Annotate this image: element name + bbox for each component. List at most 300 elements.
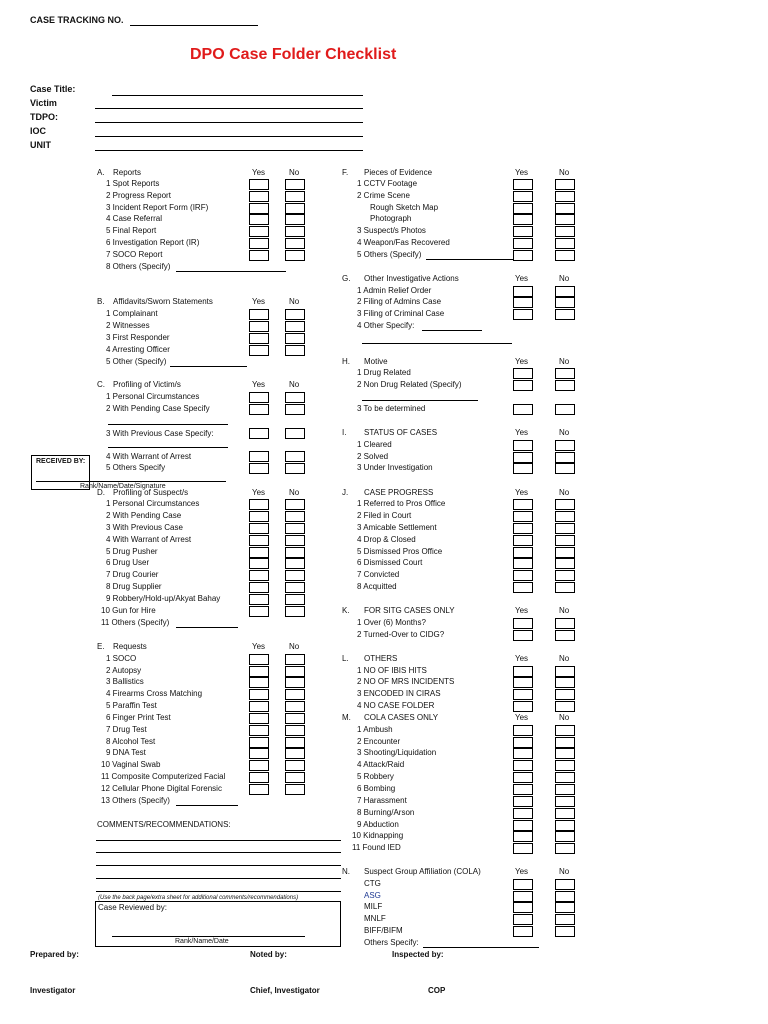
section-f-no-checkbox-5[interactable] — [555, 226, 575, 237]
section-e-title: Requests — [113, 642, 147, 651]
section-e-yes-checkbox-8[interactable] — [249, 737, 269, 748]
section-e-item-7: 7 Drug Test — [106, 725, 147, 734]
section-d-yes-checkbox-5[interactable] — [249, 547, 269, 558]
section-i-no-checkbox-3[interactable] — [555, 463, 575, 474]
section-j-yes-checkbox-2[interactable] — [513, 511, 533, 522]
section-j-yes-checkbox-8[interactable] — [513, 582, 533, 593]
section-f-item-1: 1 CCTV Footage — [357, 179, 418, 188]
section-b-yes-checkbox-3[interactable] — [249, 333, 269, 344]
section-c-yes-header: Yes — [252, 380, 266, 389]
section-n-yes-checkbox-4[interactable] — [513, 914, 533, 925]
comments-line-4[interactable] — [96, 878, 341, 879]
section-i-yes-checkbox-3[interactable] — [513, 463, 533, 474]
section-d-yes-checkbox-4[interactable] — [249, 535, 269, 546]
section-k-yes-checkbox-1[interactable] — [513, 618, 533, 629]
section-c-pending-field[interactable] — [108, 424, 228, 425]
section-d-yes-checkbox-9[interactable] — [249, 594, 269, 605]
section-j-yes-checkbox-7[interactable] — [513, 570, 533, 581]
section-a-yes-header: Yes — [252, 168, 266, 177]
section-n-no-checkbox-1[interactable] — [555, 879, 575, 890]
section-a-no-checkbox-2[interactable] — [285, 191, 305, 202]
section-b-item-5: 5 Other (Specify) — [106, 357, 167, 366]
section-e-yes-checkbox-4[interactable] — [249, 689, 269, 700]
section-m-no-checkbox-4[interactable] — [555, 760, 575, 771]
section-j-no-checkbox-1[interactable] — [555, 499, 575, 510]
section-g-specify-field-2[interactable] — [362, 343, 512, 344]
case-reviewed-caption: Rank/Name/Date — [175, 938, 229, 945]
section-b-yes-checkbox-4[interactable] — [249, 345, 269, 356]
section-k-item-1: 1 Over (6) Months? — [357, 618, 426, 627]
section-e-yes-checkbox-12[interactable] — [249, 784, 269, 795]
section-k-no-checkbox-1[interactable] — [555, 618, 575, 629]
section-a-yes-checkbox-7[interactable] — [249, 250, 269, 261]
section-f-no-checkbox-7[interactable] — [555, 250, 575, 261]
section-g-no-checkbox-1[interactable] — [555, 286, 575, 297]
section-e-no-checkbox-4[interactable] — [285, 689, 305, 700]
section-a-item-2: 2 Progress Report — [106, 191, 171, 200]
section-j-item-7: 7 Convicted — [357, 570, 400, 579]
section-f-item-6: 4 Weapon/Fas Recovered — [357, 238, 450, 247]
section-l-yes-checkbox-2[interactable] — [513, 677, 533, 688]
section-d-yes-checkbox-8[interactable] — [249, 582, 269, 593]
section-j-item-5: 5 Dismissed Pros Office — [357, 547, 443, 556]
section-n-yes-checkbox-3[interactable] — [513, 902, 533, 913]
section-m-item-2: 2 Encounter — [357, 737, 401, 746]
section-b-letter: B. — [97, 297, 105, 306]
section-f-no-checkbox-3[interactable] — [555, 203, 575, 214]
section-g-yes-checkbox-1[interactable] — [513, 286, 533, 297]
section-m-item-10: 10 Kidnapping — [352, 831, 404, 840]
unit-label: UNIT — [30, 140, 51, 150]
section-f-yes-checkbox-7[interactable] — [513, 250, 533, 261]
section-l-no-header: No — [559, 654, 570, 663]
section-e-no-checkbox-3[interactable] — [285, 677, 305, 688]
section-n-title: Suspect Group Affiliation (COLA) — [364, 867, 481, 876]
section-j-no-checkbox-6[interactable] — [555, 558, 575, 569]
section-b-no-checkbox-1[interactable] — [285, 309, 305, 320]
section-j-no-header: No — [559, 488, 570, 497]
section-e-item-13: 13 Others (Specify) — [101, 796, 170, 805]
section-n-specify-field[interactable] — [423, 947, 539, 948]
section-a-item-8: 8 Others (Specify) — [106, 262, 171, 271]
section-e-no-checkbox-8[interactable] — [285, 737, 305, 748]
investigator-label: Investigator — [30, 986, 76, 995]
section-e-item-10: 10 Vaginal Swab — [101, 760, 161, 769]
section-d-item-10: 10 Gun for Hire — [101, 606, 156, 615]
section-k-yes-checkbox-2[interactable] — [513, 630, 533, 641]
chief-investigator-label: Chief, Investigator — [250, 986, 320, 995]
section-f-no-header: No — [559, 168, 570, 177]
section-m-yes-checkbox-8[interactable] — [513, 808, 533, 819]
section-h-no-checkbox-3[interactable] — [555, 404, 575, 415]
comments-line-5[interactable] — [96, 891, 341, 892]
section-d-yes-checkbox-2[interactable] — [249, 511, 269, 522]
section-j-no-checkbox-8[interactable] — [555, 582, 575, 593]
section-m-item-9: 9 Abduction — [357, 820, 399, 829]
section-d-item-6: 6 Drug User — [106, 558, 150, 567]
tracking-number-field[interactable] — [130, 25, 258, 26]
section-l-title: OTHERS — [364, 654, 398, 663]
section-h-title: Motive — [364, 357, 388, 366]
section-m-item-7: 7 Harassment — [357, 796, 407, 805]
received-by-field[interactable] — [36, 481, 226, 482]
section-j-no-checkbox-4[interactable] — [555, 535, 575, 546]
section-j-item-3: 3 Amicable Settlement — [357, 523, 437, 532]
section-l-no-checkbox-2[interactable] — [555, 677, 575, 688]
section-e-yes-header: Yes — [252, 642, 266, 651]
section-d-yes-checkbox-1[interactable] — [249, 499, 269, 510]
section-a-yes-checkbox-4[interactable] — [249, 214, 269, 225]
received-by-label: RECEIVED BY: — [36, 458, 86, 465]
section-e-yes-checkbox-11[interactable] — [249, 772, 269, 783]
section-n-item-biff: BIFF/BIFM — [364, 926, 403, 935]
section-j-yes-checkbox-1[interactable] — [513, 499, 533, 510]
section-g-item-3: 3 Filing of Criminal Case — [357, 309, 445, 318]
section-f-yes-checkbox-3[interactable] — [513, 203, 533, 214]
section-f-yes-checkbox-5[interactable] — [513, 226, 533, 237]
comments-line-2[interactable] — [96, 852, 341, 853]
section-c-no-checkbox-5[interactable] — [285, 463, 305, 474]
section-h-item-3: 3 To be determined — [357, 404, 426, 413]
section-e-item-3: 3 Ballistics — [106, 677, 144, 686]
section-n-no-checkbox-4[interactable] — [555, 914, 575, 925]
section-n-yes-checkbox-5[interactable] — [513, 926, 533, 937]
section-f-item-2: 2 Crime Scene — [357, 191, 410, 200]
section-n-item-mnlf: MNLF — [364, 914, 386, 923]
section-j-yes-checkbox-3[interactable] — [513, 523, 533, 534]
section-m-no-checkbox-11[interactable] — [555, 843, 575, 854]
section-g-item-1: 1 Admin Relief Order — [357, 286, 432, 295]
section-m-no-checkbox-10[interactable] — [555, 831, 575, 842]
section-l-no-checkbox-3[interactable] — [555, 689, 575, 700]
section-b-no-checkbox-4[interactable] — [285, 345, 305, 356]
section-m-yes-checkbox-2[interactable] — [513, 737, 533, 748]
section-d-item-7: 7 Drug Courier — [106, 570, 159, 579]
section-l-yes-header: Yes — [515, 654, 529, 663]
section-j-no-checkbox-5[interactable] — [555, 547, 575, 558]
section-m-yes-checkbox-1[interactable] — [513, 725, 533, 736]
section-b-item-2: 2 Witnesses — [106, 321, 150, 330]
section-h-yes-checkbox-1[interactable] — [513, 368, 533, 379]
section-g-no-checkbox-3[interactable] — [555, 309, 575, 320]
section-e-yes-checkbox-5[interactable] — [249, 701, 269, 712]
noted-by-label: Noted by: — [250, 950, 287, 959]
section-e-yes-checkbox-1[interactable] — [249, 654, 269, 665]
section-k-title: FOR SITG CASES ONLY — [364, 606, 455, 615]
section-l-yes-checkbox-1[interactable] — [513, 666, 533, 677]
section-i-no-header: No — [559, 428, 570, 437]
section-g-letter: G. — [342, 274, 351, 283]
section-e-no-checkbox-1[interactable] — [285, 654, 305, 665]
section-n-item-others: Others Specify: — [364, 938, 419, 947]
section-d-yes-checkbox-7[interactable] — [249, 570, 269, 581]
section-d-specify-field[interactable] — [176, 627, 238, 628]
inspected-by-label: Inspected by: — [392, 950, 444, 959]
section-j-no-checkbox-7[interactable] — [555, 570, 575, 581]
section-d-yes-checkbox-6[interactable] — [249, 558, 269, 569]
section-m-yes-header: Yes — [515, 713, 529, 722]
section-m-yes-checkbox-11[interactable] — [513, 843, 533, 854]
comments-line-3[interactable] — [96, 865, 341, 866]
section-a-item-7: 7 SOCO Report — [106, 250, 163, 259]
section-d-no-checkbox-9[interactable] — [285, 594, 305, 605]
section-j-title: CASE PROGRESS — [364, 488, 434, 497]
section-e-no-checkbox-5[interactable] — [285, 701, 305, 712]
section-m-yes-checkbox-6[interactable] — [513, 784, 533, 795]
section-b-no-checkbox-3[interactable] — [285, 333, 305, 344]
section-c-yes-checkbox-2[interactable] — [249, 404, 269, 415]
section-h-yes-header: Yes — [515, 357, 529, 366]
section-e-yes-checkbox-6[interactable] — [249, 713, 269, 724]
section-c-previous-field[interactable] — [108, 447, 228, 448]
section-c-no-checkbox-3[interactable] — [285, 428, 305, 439]
section-i-yes-header: Yes — [515, 428, 529, 437]
section-e-yes-checkbox-7[interactable] — [249, 725, 269, 736]
section-c-yes-checkbox-1[interactable] — [249, 392, 269, 403]
ioc-field[interactable] — [95, 136, 363, 137]
section-g-yes-checkbox-2[interactable] — [513, 297, 533, 308]
section-f-yes-checkbox-4[interactable] — [513, 214, 533, 225]
section-f-item-4: Photograph — [370, 214, 412, 223]
section-b-specify-field[interactable] — [170, 366, 247, 367]
case-reviewed-label: Case Reviewed by: — [98, 903, 167, 912]
section-f-no-checkbox-1[interactable] — [555, 179, 575, 190]
section-n-no-checkbox-3[interactable] — [555, 902, 575, 913]
section-n-no-checkbox-2[interactable] — [555, 891, 575, 902]
section-a-no-checkbox-6[interactable] — [285, 238, 305, 249]
section-d-item-2: 2 With Pending Case — [106, 511, 182, 520]
section-g-no-header: No — [559, 274, 570, 283]
section-d-no-checkbox-3[interactable] — [285, 523, 305, 534]
section-b-no-header: No — [289, 297, 300, 306]
section-d-yes-checkbox-3[interactable] — [249, 523, 269, 534]
section-e-no-checkbox-6[interactable] — [285, 713, 305, 724]
section-h-yes-checkbox-3[interactable] — [513, 404, 533, 415]
section-a-title: Reports — [113, 168, 142, 177]
section-i-no-checkbox-1[interactable] — [555, 440, 575, 451]
section-f-yes-checkbox-1[interactable] — [513, 179, 533, 190]
section-d-title: Profiling of Suspect/s — [113, 488, 189, 497]
section-n-item-asg: ASG — [364, 891, 381, 900]
section-c-item-3: 3 With Previous Case Specify: — [106, 429, 214, 438]
tracking-label: CASE TRACKING NO. — [30, 15, 124, 25]
section-f-no-checkbox-6[interactable] — [555, 238, 575, 249]
section-g-no-checkbox-2[interactable] — [555, 297, 575, 308]
section-c-item-4: 4 With Warrant of Arrest — [106, 452, 192, 461]
section-c-yes-checkbox-4[interactable] — [249, 451, 269, 462]
section-m-item-6: 6 Bombing — [357, 784, 396, 793]
section-d-yes-checkbox-10[interactable] — [249, 606, 269, 617]
section-d-item-11: 11 Others (Specify) — [101, 618, 170, 627]
section-b-title: Affidavits/Sworn Statements — [113, 297, 213, 306]
section-n-yes-checkbox-1[interactable] — [513, 879, 533, 890]
section-b-yes-checkbox-2[interactable] — [249, 321, 269, 332]
section-h-specify-field[interactable] — [362, 400, 478, 401]
section-i-no-checkbox-2[interactable] — [555, 452, 575, 463]
section-g-specify-field[interactable] — [422, 330, 482, 331]
section-c-yes-checkbox-3[interactable] — [249, 428, 269, 439]
section-g-item-2: 2 Filing of Admins Case — [357, 297, 442, 306]
section-j-yes-header: Yes — [515, 488, 529, 497]
section-l-item-1: 1 NO OF IBIS HITS — [357, 666, 427, 675]
section-m-yes-checkbox-9[interactable] — [513, 820, 533, 831]
section-e-yes-checkbox-3[interactable] — [249, 677, 269, 688]
section-d-no-checkbox-4[interactable] — [285, 535, 305, 546]
section-c-no-header: No — [289, 380, 300, 389]
section-m-yes-checkbox-10[interactable] — [513, 831, 533, 842]
section-a-yes-checkbox-5[interactable] — [249, 226, 269, 237]
section-a-no-checkbox-7[interactable] — [285, 250, 305, 261]
section-e-item-2: 2 Autopsy — [106, 666, 142, 675]
section-n-yes-checkbox-2[interactable] — [513, 891, 533, 902]
section-f-item-5: 3 Suspect/s Photos — [357, 226, 426, 235]
section-l-no-checkbox-4[interactable] — [555, 701, 575, 712]
section-f-no-checkbox-2[interactable] — [555, 191, 575, 202]
section-b-item-1: 1 Complainant — [106, 309, 158, 318]
section-a-item-6: 6 Investigation Report (IR) — [106, 238, 200, 247]
section-c-no-checkbox-1[interactable] — [285, 392, 305, 403]
section-l-item-4: 4 NO CASE FOLDER — [357, 701, 435, 710]
comments-line-1[interactable] — [96, 840, 341, 841]
section-f-yes-checkbox-2[interactable] — [513, 191, 533, 202]
section-g-yes-checkbox-3[interactable] — [513, 309, 533, 320]
section-a-no-checkbox-3[interactable] — [285, 203, 305, 214]
section-a-no-checkbox-4[interactable] — [285, 214, 305, 225]
section-b-yes-header: Yes — [252, 297, 266, 306]
section-m-no-checkbox-1[interactable] — [555, 725, 575, 736]
tdpo-field[interactable] — [95, 122, 363, 123]
received-by-caption: Rank/Name/Date/Signature — [80, 483, 166, 490]
section-m-yes-checkbox-3[interactable] — [513, 748, 533, 759]
section-j-yes-checkbox-5[interactable] — [513, 547, 533, 558]
section-h-yes-checkbox-2[interactable] — [513, 380, 533, 391]
section-i-yes-checkbox-2[interactable] — [513, 452, 533, 463]
section-g-title: Other Investigative Actions — [364, 274, 459, 283]
section-m-yes-checkbox-4[interactable] — [513, 760, 533, 771]
section-k-no-header: No — [559, 606, 570, 615]
section-e-item-5: 5 Paraffin Test — [106, 701, 157, 710]
section-l-yes-checkbox-4[interactable] — [513, 701, 533, 712]
section-h-letter: H. — [342, 357, 350, 366]
section-e-item-12: 12 Cellular Phone Digital Forensic — [101, 784, 222, 793]
section-n-no-checkbox-5[interactable] — [555, 926, 575, 937]
section-d-no-checkbox-10[interactable] — [285, 606, 305, 617]
section-e-item-11: 11 Composite Computerized Facial — [101, 772, 226, 781]
victim-field[interactable] — [95, 108, 363, 109]
case-reviewed-field[interactable] — [112, 936, 305, 937]
tdpo-label: TDPO: — [30, 112, 58, 122]
section-m-no-checkbox-5[interactable] — [555, 772, 575, 783]
section-m-item-11: 11 Found IED — [352, 843, 401, 852]
section-b-yes-checkbox-1[interactable] — [249, 309, 269, 320]
section-j-no-checkbox-2[interactable] — [555, 511, 575, 522]
section-e-no-checkbox-2[interactable] — [285, 666, 305, 677]
section-j-no-checkbox-3[interactable] — [555, 523, 575, 534]
section-d-item-8: 8 Drug Supplier — [106, 582, 162, 591]
cop-label: COP — [428, 986, 446, 995]
section-m-no-checkbox-7[interactable] — [555, 796, 575, 807]
section-e-no-checkbox-10[interactable] — [285, 760, 305, 771]
section-a-yes-checkbox-6[interactable] — [249, 238, 269, 249]
section-n-letter: N. — [342, 867, 350, 876]
section-l-item-3: 3 ENCODED IN CIRAS — [357, 689, 441, 698]
section-h-item-2: 2 Non Drug Related (Specify) — [357, 380, 462, 389]
section-a-yes-checkbox-2[interactable] — [249, 191, 269, 202]
section-d-item-5: 5 Drug Pusher — [106, 547, 158, 556]
section-f-no-checkbox-4[interactable] — [555, 214, 575, 225]
section-m-yes-checkbox-7[interactable] — [513, 796, 533, 807]
section-g-yes-header: Yes — [515, 274, 529, 283]
section-a-no-checkbox-5[interactable] — [285, 226, 305, 237]
section-k-no-checkbox-2[interactable] — [555, 630, 575, 641]
section-a-specify-field[interactable] — [176, 271, 286, 272]
section-l-no-checkbox-1[interactable] — [555, 666, 575, 677]
section-b-no-checkbox-2[interactable] — [285, 321, 305, 332]
section-c-yes-checkbox-5[interactable] — [249, 463, 269, 474]
section-e-yes-checkbox-9[interactable] — [249, 748, 269, 759]
section-e-item-8: 8 Alcohol Test — [106, 737, 156, 746]
section-i-yes-checkbox-1[interactable] — [513, 440, 533, 451]
section-e-no-checkbox-7[interactable] — [285, 725, 305, 736]
section-e-specify-field[interactable] — [176, 805, 238, 806]
section-n-item-ctg: CTG — [364, 879, 381, 888]
section-c-title: Profiling of Victim/s — [113, 380, 181, 389]
section-j-yes-checkbox-4[interactable] — [513, 535, 533, 546]
section-c-no-checkbox-2[interactable] — [285, 404, 305, 415]
section-k-item-2: 2 Turned-Over to CIDG? — [357, 630, 445, 639]
section-f-yes-checkbox-6[interactable] — [513, 238, 533, 249]
section-d-no-checkbox-8[interactable] — [285, 582, 305, 593]
section-e-yes-checkbox-2[interactable] — [249, 666, 269, 677]
section-a-yes-checkbox-1[interactable] — [249, 179, 269, 190]
section-h-no-checkbox-2[interactable] — [555, 380, 575, 391]
section-m-no-checkbox-2[interactable] — [555, 737, 575, 748]
section-a-item-4: 4 Case Referral — [106, 214, 163, 223]
case-title-field[interactable] — [112, 95, 363, 96]
section-j-yes-checkbox-6[interactable] — [513, 558, 533, 569]
section-m-yes-checkbox-5[interactable] — [513, 772, 533, 783]
case-title-label: Case Title: — [30, 84, 76, 94]
section-e-yes-checkbox-10[interactable] — [249, 760, 269, 771]
section-e-item-1: 1 SOCO — [106, 654, 137, 663]
section-m-no-checkbox-6[interactable] — [555, 784, 575, 795]
section-e-no-checkbox-9[interactable] — [285, 748, 305, 759]
section-a-no-checkbox-1[interactable] — [285, 179, 305, 190]
section-m-item-8: 8 Burning/Arson — [357, 808, 415, 817]
section-m-no-checkbox-9[interactable] — [555, 820, 575, 831]
section-d-no-checkbox-5[interactable] — [285, 547, 305, 558]
section-e-no-checkbox-12[interactable] — [285, 784, 305, 795]
section-i-item-2: 2 Solved — [357, 452, 389, 461]
section-d-no-checkbox-6[interactable] — [285, 558, 305, 569]
section-e-letter: E. — [97, 642, 105, 651]
section-d-no-checkbox-1[interactable] — [285, 499, 305, 510]
section-e-no-checkbox-11[interactable] — [285, 772, 305, 783]
section-m-no-checkbox-8[interactable] — [555, 808, 575, 819]
section-d-no-checkbox-2[interactable] — [285, 511, 305, 522]
section-m-no-checkbox-3[interactable] — [555, 748, 575, 759]
section-l-yes-checkbox-3[interactable] — [513, 689, 533, 700]
section-a-yes-checkbox-3[interactable] — [249, 203, 269, 214]
section-m-item-1: 1 Ambush — [357, 725, 393, 734]
section-e-item-6: 6 Finger Print Test — [106, 713, 171, 722]
section-f-specify-field[interactable] — [426, 259, 526, 260]
section-h-no-checkbox-1[interactable] — [555, 368, 575, 379]
section-d-no-checkbox-7[interactable] — [285, 570, 305, 581]
section-j-letter: J. — [342, 488, 349, 497]
unit-field[interactable] — [95, 150, 363, 151]
section-c-no-checkbox-4[interactable] — [285, 451, 305, 462]
